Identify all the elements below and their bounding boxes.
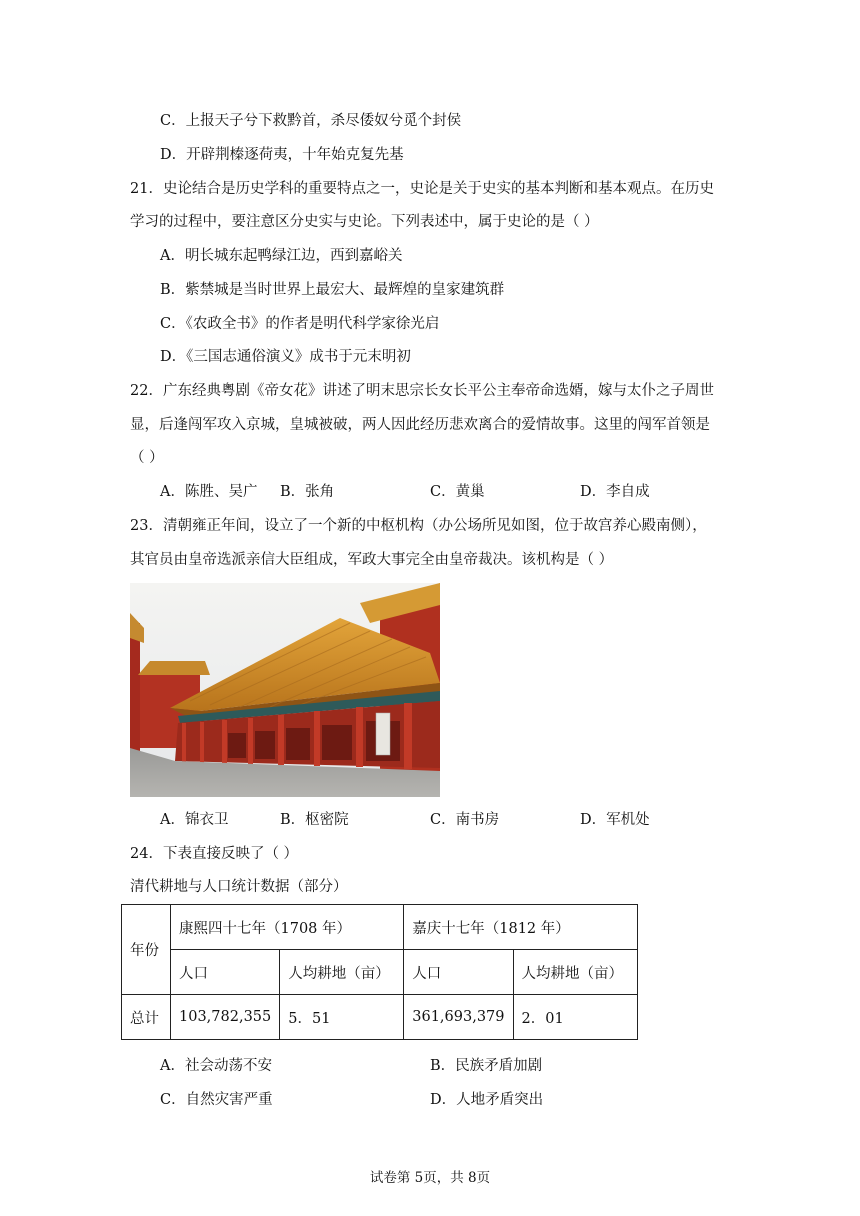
q22-option-a: A．陈胜、吴广 [160,484,258,500]
q23-option-d: D．军机处 [580,812,650,828]
q23-option-b: B．枢密院 [280,812,349,828]
q23-option-a: A．锦衣卫 [160,812,229,828]
table-col-population-1708: 人口 [171,950,280,995]
q24-table-caption: 清代耕地与人口统计数据（部分） [130,879,348,895]
table-cell-land-1812: 2．01 [513,995,637,1040]
q22-stem-line3: （ ） [130,450,164,466]
q21-option-a: A．明长城东起鸭绿江边，西到嘉峪关 [160,248,403,264]
q23-stem-line1: 23．清朝雍正年间，设立了一个新的中枢机构（办公场所见如图，位于故宫养心殿南侧）， [130,518,707,534]
table-cell-population-1812: 361,693,379 [404,995,513,1040]
q21-option-c: C．《农政全书》的作者是明代科学家徐光启 [160,316,440,332]
q24-stem: 24．下表直接反映了（ ） [130,846,299,862]
q21-stem-line2: 学习的过程中，要注意区分史实与史论。下列表述中，属于史论的是（ ） [130,214,599,230]
q23-option-c: C．南书房 [430,812,500,828]
table-row-total-label: 总计 [122,995,171,1040]
q20-option-d: D．开辟荆榛逐荷夷，十年始克复先基 [160,147,404,163]
population-land-table [121,904,638,1040]
q22-stem-line2: 显，后逢闯军攻入京城，皇城被破，两人因此经历悲欢离合的爱情故事。这里的闯军首领是 [130,417,710,433]
table-col-population-1812: 人口 [404,950,513,995]
table-header-period-1708: 康熙四十七年（1708 年） [171,905,404,950]
q22-option-b: B．张角 [280,484,335,500]
q20-option-c: C．上报天子兮下救黔首，杀尽倭奴兮觅个封侯 [160,113,462,129]
grand-council-building-photo [130,583,440,797]
q24-option-d: D．人地矛盾突出 [430,1092,544,1108]
table-header-year: 年份 [122,905,171,995]
table-col-land-1812: 人均耕地（亩） [513,950,637,995]
q24-option-c: C．自然灾害严重 [160,1092,273,1108]
q23-stem-line2: 其官员由皇帝选派亲信大臣组成，军政大事完全由皇帝裁决。该机构是（ ） [130,552,614,568]
q21-option-b: B．紫禁城是当时世界上最宏大、最辉煌的皇家建筑群 [160,282,505,298]
q21-option-d: D．《三国志通俗演义》成书于元末明初 [160,349,411,365]
q24-option-b: B．民族矛盾加剧 [430,1058,543,1074]
q21-stem-line1: 21．史论结合是历史学科的重要特点之一，史论是关于史实的基本判断和基本观点。在历史 [130,181,714,197]
table-col-land-1708: 人均耕地（亩） [280,950,404,995]
q22-option-d: D．李自成 [580,484,650,500]
q22-option-c: C．黄巢 [430,484,485,500]
page-footer: 试卷第 5页，共 8页 [369,1170,491,1186]
q24-option-a: A．社会动荡不安 [160,1058,272,1074]
table-header-period-1812: 嘉庆十七年（1812 年） [404,905,637,950]
table-cell-land-1708: 5．51 [280,995,404,1040]
table-cell-population-1708: 103,782,355 [171,995,280,1040]
q22-stem-line1: 22．广东经典粤剧《帝女花》讲述了明末思宗长女长平公主奉帝命选婿，嫁与太仆之子周世 [130,383,714,399]
